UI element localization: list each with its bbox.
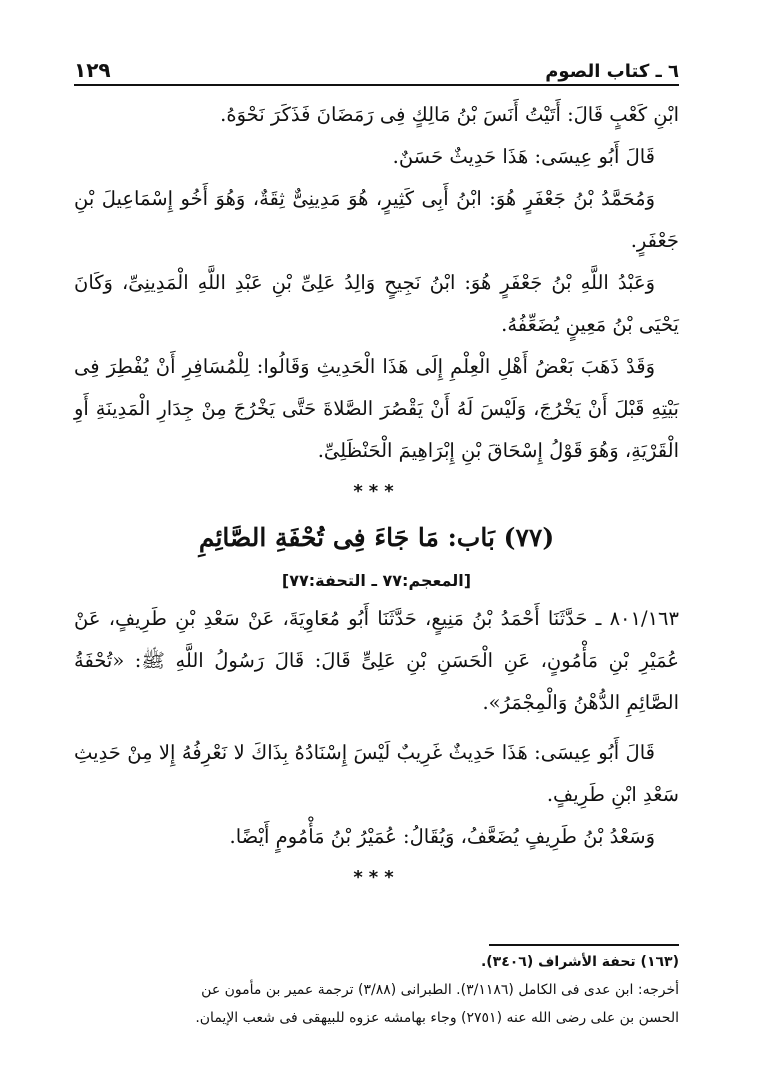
paragraph-3: وَمُحَمَّدُ بْنُ جَعْفَرٍ هُوَ: ابْنُ أَبِى كَثِيرٍ، هُوَ مَدِينِىٌّ ثِقَةٌ، وَهُوَ أَخُو إِسْمَاعِيلَ بْنِ جَعْفَرٍ. [74,187,679,252]
paragraph-1: ابْنِ كَعْبٍ قَالَ: أَتَيْتُ أَنَسَ بْنُ مَالِكٍ فِى رَمَضَانَ فَذَكَرَ نَحْوَهُ. [220,103,679,126]
footnotes [120,944,679,1032]
footnote-rule [489,944,679,946]
hadith-comment-1: قَالَ أَبُو عِيسَى: هَذَا حَدِيثٌ غَرِيبٌ لَيْسَ إِسْنَادُهُ بِذَاكَ لا نَعْرِفُهُ إِلا مِنْ حَدِيثِ سَعْدِ ابْنِ طَرِيفٍ. [74,741,679,806]
page-header [74,52,679,86]
chapter-heading: (٧٧) بَاب: مَا جَاءَ فِى تُحْفَةِ الصَّائِمِ [198,523,555,552]
section-separator-end: *** [353,867,400,888]
footnote-1: (١٦٣) تحفة الأشراف (٣٤٠٦). [480,954,679,970]
footnote-2: أخرجه: ابن عدى فى الكامل (٣/١١٨٦). الطبرانى (٣/٨٨) ترجمة عمير بن مأمون عن [201,982,679,998]
chapter-title: ٦ ـ كتاب الصوم [545,61,679,82]
chapter-reference: [المعجم:٧٧ ـ التحفة:٧٧] [281,571,472,590]
page-number: ١٢٩ [74,58,111,82]
paragraph-4: وَعَبْدُ اللَّهِ بْنُ جَعْفَرٍ هُوَ: ابْنُ نَجِيحٍ وَالِدُ عَلِىِّ بْنِ عَبْدِ اللَّهِ الْمَدِينِىِّ، وَكَانَ يَحْيَى بْنُ مَعِينٍ يُضَعِّفُهُ. [74,271,679,336]
hadith-text: ٨٠١/١٦٣ ـ حَدَّثَنَا أَحْمَدُ بْنُ مَنِيعٍ، حَدَّثَنَا أَبُو مُعَاوِيَةَ، عَنْ سَعْدِ بْنِ طَرِيفٍ، عَنْ عُمَيْرِ بْنِ مَأْمُونٍ، عَنِ الْحَسَنِ بْنِ عَلِىٍّ قَالَ: قَالَ رَسُولُ اللَّهِ ﷺ: «تُحْفَةُ الصَّائِمِ الدُّهْنُ وَالْمِجْمَرُ». [74,607,679,714]
paragraph-5: وَقَدْ ذَهَبَ بَعْضُ أَهْلِ الْعِلْمِ إِلَى هَذَا الْحَدِيثِ وَقَالُوا: لِلْمُسَافِرِ أَنْ يُفْطِرَ فِى بَيْتِهِ قَبْلَ أَنْ يَخْرُجَ، وَلَيْسَ لَهُ أَنْ يَقْصُرَ الصَّلاةَ حَتَّى يَخْرُجَ مِنْ جِدَارِ الْمَدِينَةِ أَوِ الْقَرْيَةِ، وَهُوَ قَوْلُ إِسْحَاقَ بْنِ إِبْرَاهِيمَ الْحَنْظَلِىِّ. [74,355,679,462]
footnote-3: الحسن بن على رضى الله عنه (٢٧٥١) وجاء بهامشه عزوه للبيهقى فى شعب الإيمان. [195,1010,679,1026]
paragraph-2: قَالَ أَبُو عِيسَى: هَذَا حَدِيثٌ حَسَنٌ. [392,145,655,168]
hadith-comment-2: وَسَعْدُ بْنُ طَرِيفٍ يُضَعَّفُ، وَيُقَالُ: عُمَيْرُ بْنُ مَأْمُومٍ أَيْضًا. [229,825,655,848]
section-separator: *** [353,481,400,502]
page-body [74,94,679,898]
